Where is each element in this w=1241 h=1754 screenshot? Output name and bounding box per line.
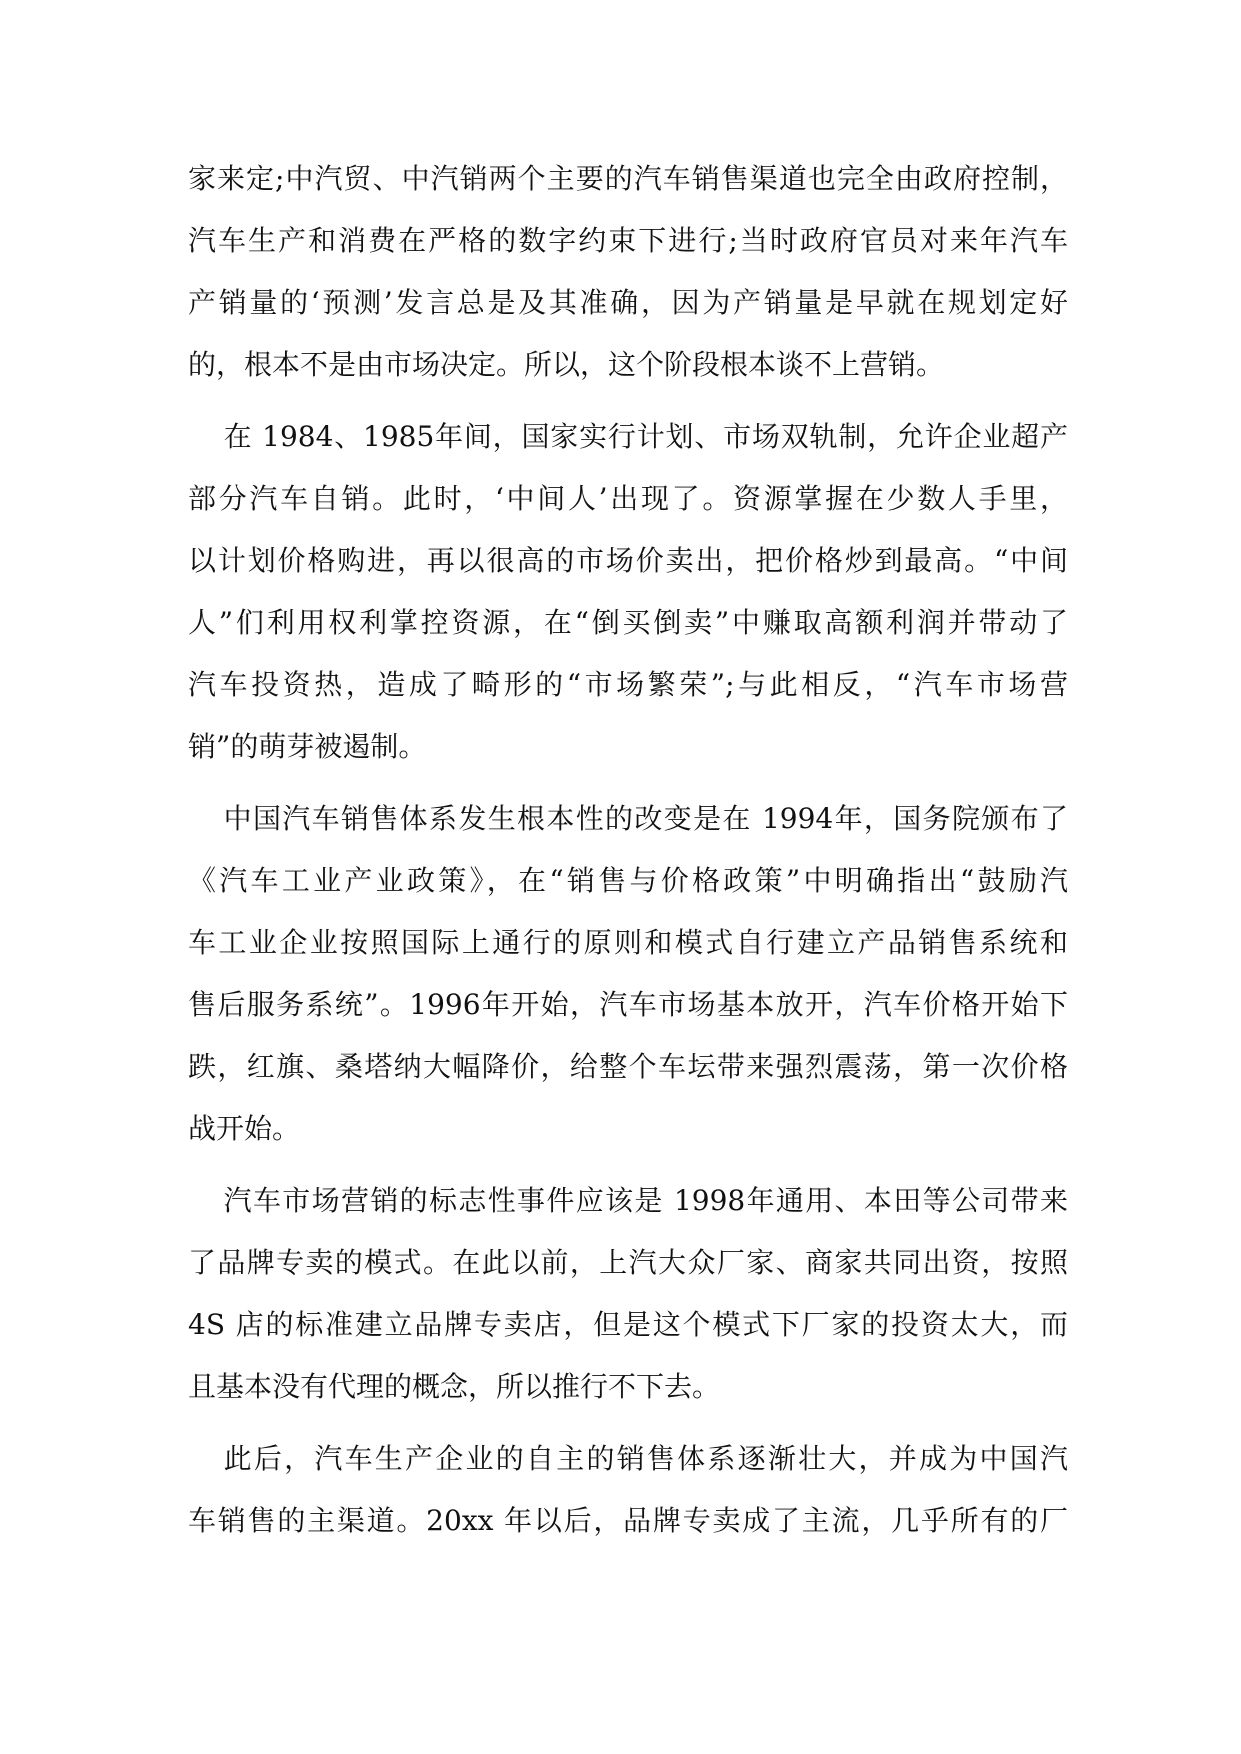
text-line: 销”的萌芽被遏制。 xyxy=(188,730,427,763)
paragraph-2 xyxy=(188,406,1068,778)
text-line: 4S 店的标准建立品牌专卖店，但是这个模式下厂家的投资太大，而 xyxy=(188,1308,1068,1341)
text-line: 产销量的‘预测’发言总是及其准确，因为产销量是早就在规划定好 xyxy=(188,286,1068,319)
document-body xyxy=(188,148,1068,1562)
text-line: 《汽车工业产业政策》，在“销售与价格政策”中明确指出“鼓励汽 xyxy=(188,864,1068,897)
text-line: 以计划价格购进，再以很高的市场价卖出，把价格炒到最高。“中间 xyxy=(188,544,1068,577)
text-line: 家来定;中汽贸、中汽销两个主要的汽车销售渠道也完全由政府控制， xyxy=(188,162,1068,195)
text-line: 汽车生产和消费在严格的数字约束下进行;当时政府官员对来年汽车 xyxy=(188,224,1068,257)
text-line: 此后，汽车生产企业的自主的销售体系逐渐壮大，并成为中国汽 xyxy=(223,1442,1068,1475)
text-line: 人”们利用权利掌控资源，在“倒买倒卖”中赚取高额利润并带动了 xyxy=(188,606,1068,639)
text-line: 跌，红旗、桑塔纳大幅降价，给整个车坛带来强烈震荡，第一次价格 xyxy=(188,1050,1068,1083)
paragraph-3 xyxy=(188,788,1068,1160)
text-line: 了品牌专卖的模式。在此以前，上汽大众厂家、商家共同出资，按照 xyxy=(188,1246,1068,1279)
text-line: 中国汽车销售体系发生根本性的改变是在 1994年，国务院颁布了 xyxy=(223,802,1068,835)
text-line: 在 1984、1985年间，国家实行计划、市场双轨制，允许企业超产 xyxy=(223,420,1068,453)
text-line: 汽车投资热，造成了畸形的“市场繁荣”;与此相反，“汽车市场营 xyxy=(188,668,1068,701)
paragraph-1 xyxy=(188,148,1068,396)
text-line: 汽车市场营销的标志性事件应该是 1998年通用、本田等公司带来 xyxy=(223,1184,1068,1217)
paragraph-4 xyxy=(188,1170,1068,1418)
text-line: 的，根本不是由市场决定。所以，这个阶段根本谈不上营销。 xyxy=(188,348,945,381)
text-line: 部分汽车自销。此时，‘中间人’出现了。资源掌握在少数人手里， xyxy=(188,482,1068,515)
text-line: 车工业企业按照国际上通行的原则和模式自行建立产品销售系统和 xyxy=(188,926,1068,959)
text-line: 且基本没有代理的概念，所以推行不下去。 xyxy=(188,1370,721,1403)
text-line: 售后服务系统”。1996年开始，汽车市场基本放开，汽车价格开始下 xyxy=(188,988,1068,1021)
paragraph-5 xyxy=(188,1428,1068,1552)
text-line: 战开始。 xyxy=(188,1112,301,1145)
text-line: 车销售的主渠道。20xx 年以后，品牌专卖成了主流，几乎所有的厂 xyxy=(188,1504,1068,1537)
